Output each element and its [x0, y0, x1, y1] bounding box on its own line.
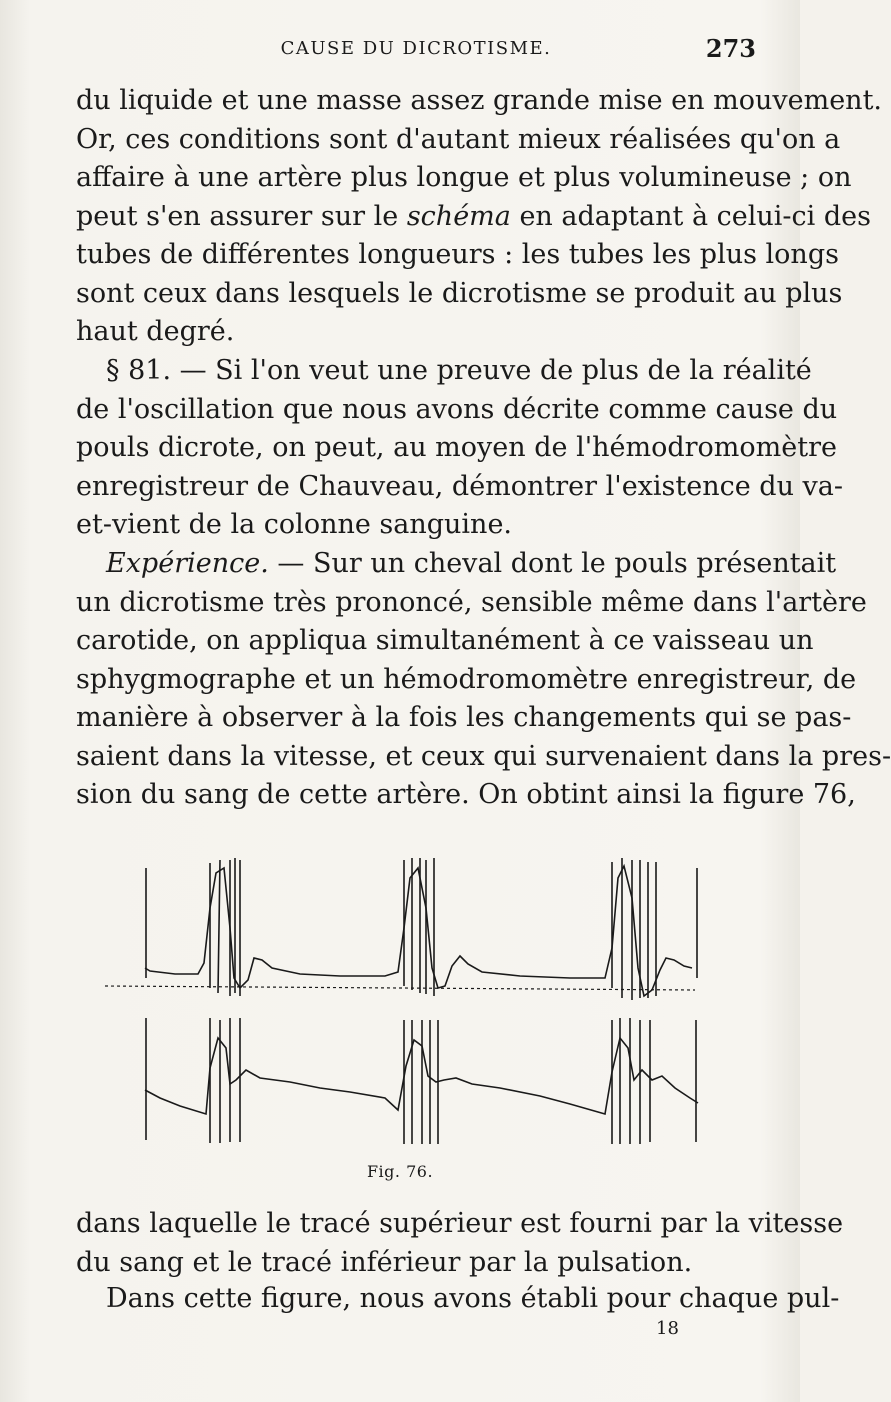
text-line: saient dans la vitesse, et ceux qui survenaient dans la pres-	[76, 740, 891, 772]
text-line: haut degré.	[76, 316, 235, 347]
experience-paragraph	[76, 545, 891, 815]
after-figure-paragraph	[76, 1205, 844, 1282]
last-paragraph	[76, 1280, 840, 1319]
page-number: 273	[705, 34, 756, 63]
section-81-paragraph	[76, 352, 844, 545]
text-line: carotide, on appliqua simultanément à ce vaisseau un	[76, 625, 814, 656]
page-header	[76, 34, 756, 64]
text-line: sion du sang de cette artère. On obtint ainsi la figure 76,	[76, 779, 856, 810]
text-line: tubes de différentes longueurs : les tubes les plus longs	[76, 239, 839, 270]
running-title: CAUSE DU DICROTISME.	[280, 38, 552, 59]
text-line: affaire à une artère plus longue et plus volumineuse ; on	[76, 162, 852, 193]
text-line: sphygmographe et un hémodromomètre enregistreur, de	[76, 663, 857, 695]
text-line: dans laquelle le tracé supérieur est fourni par la vitesse	[76, 1208, 844, 1239]
text-line	[76, 198, 871, 237]
text-line: du sang et le tracé inférieur par la pulsation.	[76, 1246, 693, 1278]
figure-76-tracings	[100, 848, 720, 1148]
text-line: pouls dicrote, on peut, au moyen de l'hémodromomètre	[76, 432, 837, 463]
signature-mark: 18	[656, 1318, 679, 1339]
velocity-tracing	[145, 866, 692, 996]
experience-label: Expérience.	[106, 548, 269, 579]
text-line: sont ceux dans lesquels le dicrotisme se produit au plus	[76, 277, 843, 309]
text-line: § 81. — Si l'on veut une preuve de plus de la réalité	[106, 355, 812, 386]
figure-caption: Fig. 76.	[366, 1162, 434, 1181]
text-line	[76, 545, 837, 584]
text-line: de l'oscillation que nous avons décrite comme cause du	[76, 393, 838, 425]
text-line: enregistreur de Chauveau, démontrer l'existence du va-	[76, 470, 844, 502]
text-run: peut s'en assurer sur le	[76, 200, 407, 232]
text-line: manière à observer à la fois les changements qui se pas-	[76, 702, 852, 733]
baseline-dotted	[105, 986, 695, 990]
text-line: du liquide et une masse assez grande mise en mouvement.	[76, 85, 883, 116]
text-line: un dicrotisme très prononcé, sensible même dans l'artère	[76, 586, 867, 618]
text-run: — Sur un cheval dont le pouls présentait	[268, 548, 837, 579]
text-line: Or, ces conditions sont d'autant mieux réalisées qu'on a	[76, 123, 841, 155]
italic-word: schéma	[406, 200, 511, 232]
top-paragraph	[76, 82, 883, 352]
text-run: en adaptant à celui-ci des	[510, 200, 871, 232]
pulse-stroke-lines	[146, 1018, 696, 1144]
text-line: Dans cette figure, nous avons établi pour chaque pul-	[106, 1283, 840, 1314]
text-line: et-vient de la colonne sanguine.	[76, 509, 513, 540]
